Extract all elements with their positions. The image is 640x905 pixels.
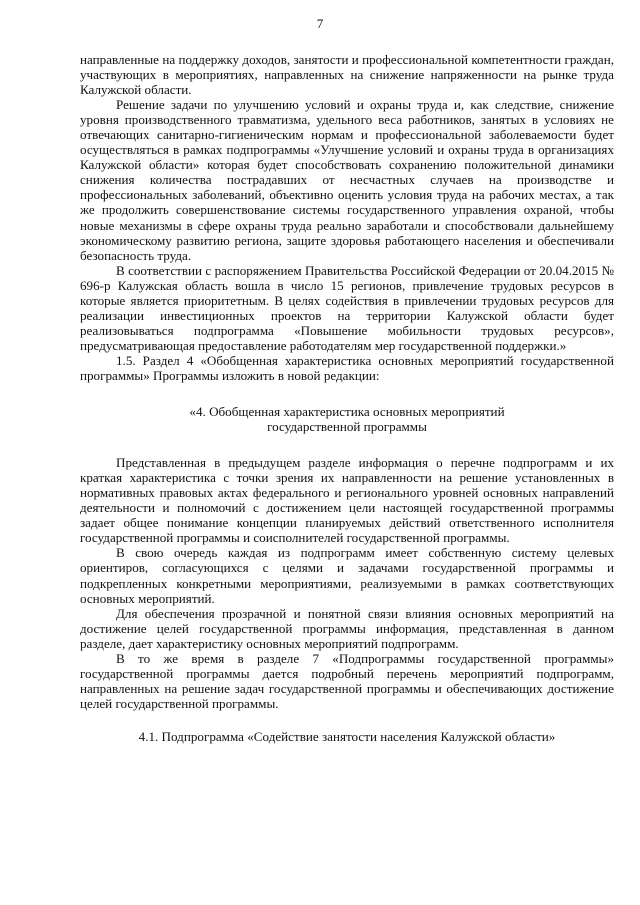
subsection-heading: 4.1. Подпрограмма «Содействие занятости населения Калужской области»	[138, 728, 556, 744]
spacer	[80, 434, 614, 455]
paragraph-overview: Представленная в предыдущем разделе информация о перечне подпрограмм и их краткая характеристика с точки зрения их направленности на решение установленных в нормативных правовых актах федерального и регионального уровней основных направлений деятельности и полномочий с достижением цели настоящей государственной программы задает общее понимание концепции планируемых действий ответственного исполнителя государственной программы и соисполнителей государственной программы.	[80, 455, 614, 546]
section-heading-line-2: государственной программы	[267, 419, 427, 435]
spacer	[80, 383, 614, 404]
section-heading-line-1: «4. Обобщенная характеристика основных мероприятий	[189, 404, 505, 420]
paragraph-subprogram-targets: В свою очередь каждая из подпрограмм имеет собственную систему целевых ориентиров, согласующихся с целями и задачами государственной программы и подкрепленных конкретными мероприятиями, реализуемыми в рамках соответствующих основных мероприятий.	[80, 545, 614, 606]
paragraph-labor-safety: Решение задачи по улучшению условий и охраны труда и, как следствие, снижение уровня производственного травматизма, удельного веса работников, занятых в условиях не отвечающих санитарно-гигиеническим нормам и профессиональной заболеваемости будет осуществляться в рамках подпрограммы «Улучшение условий и охраны труда в организациях Калужской области» которая будет способствовать сохранению положительной динамики снижения количества пострадавших от несчастных случаев на производстве и профессиональных заболеваний, объективно оценить условия труда на рабочих местах, а так же продолжить совершенствование системы государственного управления охраной, чтобы новые механизмы в сфере охраны труда реально заработали и способствовали дальнейшему экономическому развитию региона, защите здоровья работающего населения и обеспечивали безопасность труда.	[80, 97, 614, 263]
paragraph-continuation: направленные на поддержку доходов, занятости и профессиональной компетентности граждан, участвующих в мероприятиях, направленных на снижение напряженности на рынке труда Калужской области.	[80, 52, 614, 98]
page-number: 7	[316, 16, 324, 31]
paragraph-transparency: Для обеспечения прозрачной и понятной связи влияния основных мероприятий на достижение целей государственной программы информация, представленная в данном разделе, дает характеристику основных мероприятий подпрограмм.	[80, 605, 614, 651]
paragraph-amendment: 1.5. Раздел 4 «Обобщенная характеристика основных мероприятий государственной программы» Программы изложить в новой редакции:	[80, 352, 614, 383]
paragraph-section-7-reference: В то же время в разделе 7 «Подпрограммы государственной программы» государственной программы дается подробный перечень мероприятий подпрограмм, направленных на решение задач государственной программы и обеспечивающих достижение целей государственной программы.	[80, 650, 614, 711]
document-body	[80, 52, 614, 744]
spacer	[80, 711, 614, 729]
paragraph-labor-resources: В соответствии с распоряжением Правительства Российской Федерации от 20.04.2015 № 696-р Калужская область вошла в число 15 регионов, привлечение трудовых ресурсов в которые является приоритетным. В целях содействия в привлечении трудовых ресурсов для реализации инвестиционных проектов на территории Калужской области будет реализовываться подпрограмма «Повышение мобильности трудовых ресурсов», предусматривающая предоставление работодателям мер государственной поддержки.»	[80, 262, 614, 353]
